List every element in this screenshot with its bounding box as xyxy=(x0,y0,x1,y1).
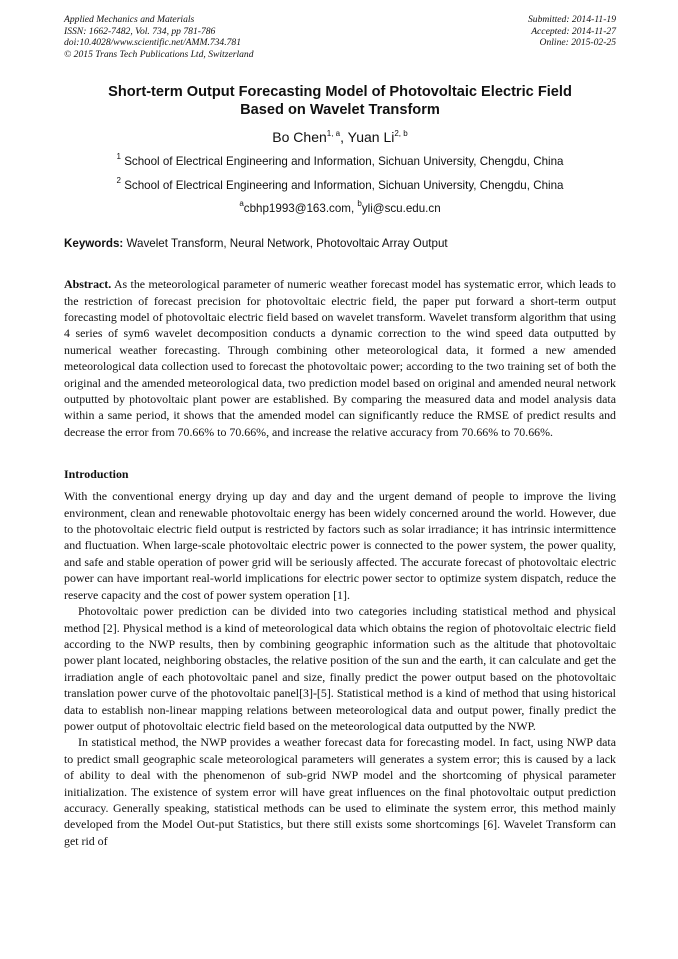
abstract xyxy=(64,276,616,440)
journal-doi: doi:10.4028/www.scientific.net/AMM.734.781 xyxy=(64,37,242,49)
email-superscript: a xyxy=(239,199,244,209)
journal-copyright: © 2015 Trans Tech Publications Ltd, Switzerland xyxy=(64,48,254,60)
journal-name: Applied Mechanics and Materials xyxy=(64,14,195,25)
journal-header xyxy=(64,14,616,66)
journal-info xyxy=(64,14,254,60)
author-list xyxy=(64,129,616,146)
submitted-date: Submitted: 2014-11-19 xyxy=(527,14,616,25)
keywords xyxy=(64,237,616,251)
body-paragraph: Photovoltaic power prediction can be divided into two categories including statistical method and physical method [2]. Physical method is a kind of meteorological data which obtains the region of photovoltaic electric field according to the NWP results, then by combining geographic information such as the altitude that photovoltaic power plant located, neighboring obstacles, the relative position of the sun and the earth, it can calculate and get the irradiation angle of each photovoltaic panel and size, finally predict the power output based on the photovoltaic translation power curve of the photovoltaic panel[3]-[5]. Statistical method is a kind of method that using historical data to establish non-linear mapping relations between meteorological data and output power, finally predict the power output of photovoltaic electric field based on the meteorological data outputted by the NWP. xyxy=(64,604,616,733)
author-name: Bo Chen xyxy=(272,129,327,146)
affiliation-text: School of Electrical Engineering and Information, Sichuan University, Chengdu, China xyxy=(124,155,564,169)
email-separator: , xyxy=(350,202,358,216)
email-superscript: b xyxy=(357,199,362,209)
body-paragraph: In statistical method, the NWP provides a weather forecast data for forecasting model. In fact, using NWP data to predict small geographic scale meteorological parameters will generates a system error; this is caused by a lack of ability to deal with the phenomenon of sub-grid NWP model and the shortcoming of physical parameter initialization. The existence of system error will have great influences on the final photovoltaic output prediction accuracy. Generally speaking, statistical methods can be used to eliminate the system error, this method mainly developed from the Model Out-put Statistics, but there still exists some shortcomings [6]. Wavelet Transform can get rid of xyxy=(64,735,616,848)
author-superscript: 2, b xyxy=(394,129,408,139)
online-date: Online: 2015-02-25 xyxy=(539,37,616,49)
affiliation-superscript: 1 xyxy=(116,152,121,162)
email-address: yli@scu.edu.cn xyxy=(361,202,441,216)
author-separator: , xyxy=(340,129,348,146)
affiliation-2 xyxy=(64,176,616,193)
keywords-text: Wavelet Transform, Neural Network, Photovoltaic Array Output xyxy=(126,237,448,251)
paper-title: Short-term Output Forecasting Model of Photovoltaic Electric Field Based on Wavelet Transform xyxy=(108,84,572,118)
journal-issn: ISSN: 1662-7482, Vol. 734, pp 781-786 xyxy=(64,25,216,37)
body-paragraph: With the conventional energy drying up day and day and the urgent demand of people to improve the living environment, clean and renewable photovoltaic energy has been widely concerned around the world. However, due to the photovoltaic electric field output is restricted by factors such as solar irradiance; it has intrinsic intermittence and fluctuation. When large-scale photovoltaic electric power is connected to the power system, the power quality, and safe and stable operation of power grid will be seriously affected. The accurate forecast of photovoltaic electric power can have important real-world implications for electric power sector to optimize system dispatch, reduce the reserve capacity and the cost of power system operation [1]. xyxy=(64,489,616,602)
author-superscript: 1, a xyxy=(326,129,341,139)
abstract-label: Abstract. xyxy=(64,277,112,292)
abstract-text: As the meteorological parameter of numeric weather forecast model has systematic error, which leads to the restriction of forecast precision for photovoltaic electric field, the paper put forward a short-term output forecasting model of photovoltaic electric field based on wavelet transform. Wavelet transform algorithm that using 4 series of sym6 wavelet decomposition conducts a dynamic correction to the wind speed data outputted by numerical weather forecasting. Through combining other meteorological data, it formed a new amended meteorological data collection used to forecast the photovoltaic power; according to the two training set of both the original and the amended meteorological data, two prediction model based on original and amended neural network outputted by photovoltaic plant power are established. By comparing the measured data and model analysis data within a same period, it shows that the amended model can significantly reduce the RMSE of predict results and decrease the error from 70.66% to 70.66%, and increase the relative accuracy from 70.66% to 70.66%. xyxy=(64,277,616,439)
section-heading-introduction: Introduction xyxy=(64,467,129,482)
affiliation-superscript: 2 xyxy=(116,176,121,186)
accepted-date: Accepted: 2014-11-27 xyxy=(531,25,616,37)
email-list xyxy=(64,199,616,216)
keywords-label: Keywords: xyxy=(64,237,124,251)
affiliation-1 xyxy=(64,152,616,169)
author-name: Yuan Li xyxy=(347,129,395,146)
affiliation-text: School of Electrical Engineering and Information, Sichuan University, Chengdu, China xyxy=(124,179,564,193)
publication-dates xyxy=(528,14,616,49)
email-address: cbhp1993@163.com xyxy=(243,202,351,216)
